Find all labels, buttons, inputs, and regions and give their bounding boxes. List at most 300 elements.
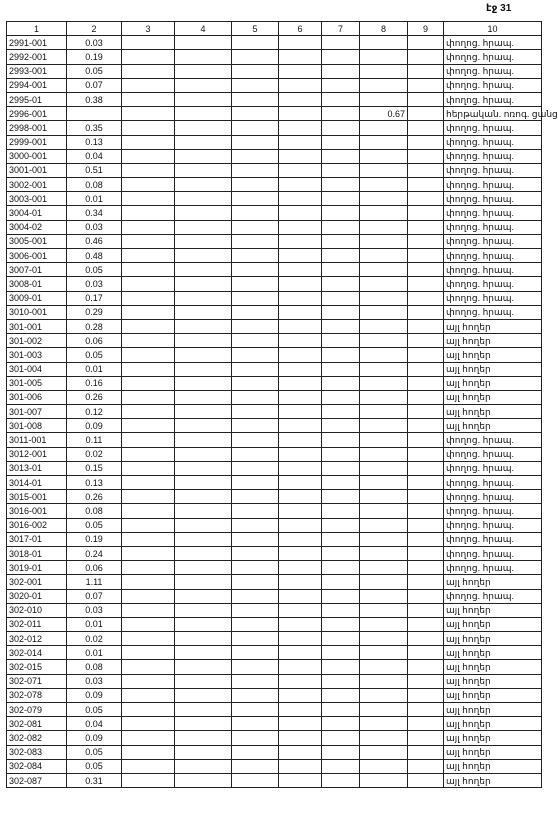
empty-cell	[408, 135, 444, 149]
table-header-row	[7, 22, 542, 36]
parcel-code-cell: 301-007	[7, 405, 67, 419]
table-row	[7, 674, 542, 688]
land-type-cell: փողոց. հրապ.	[444, 121, 542, 135]
empty-cell	[408, 504, 444, 518]
empty-cell	[232, 192, 279, 206]
parcel-code-cell: 301-001	[7, 319, 67, 333]
empty-cell	[322, 603, 360, 617]
empty-cell	[175, 773, 232, 787]
empty-cell	[175, 149, 232, 163]
empty-cell	[122, 376, 175, 390]
table-row	[7, 632, 542, 646]
column-8-cell	[360, 92, 408, 106]
parcel-code-cell: 2995-01	[7, 92, 67, 106]
parcel-code-cell: 2993-001	[7, 64, 67, 78]
empty-cell	[322, 717, 360, 731]
empty-cell	[279, 575, 322, 589]
empty-cell	[408, 334, 444, 348]
empty-cell	[175, 461, 232, 475]
empty-cell	[322, 348, 360, 362]
empty-cell	[322, 178, 360, 192]
table-row	[7, 149, 542, 163]
area-cell: 0.05	[67, 348, 122, 362]
empty-cell	[232, 149, 279, 163]
empty-cell	[232, 135, 279, 149]
empty-cell	[322, 305, 360, 319]
empty-cell	[175, 192, 232, 206]
empty-cell	[232, 362, 279, 376]
empty-cell	[279, 632, 322, 646]
table-row	[7, 575, 542, 589]
area-cell: 0.34	[67, 206, 122, 220]
empty-cell	[175, 674, 232, 688]
parcel-code-cell: 301-008	[7, 419, 67, 433]
empty-cell	[175, 617, 232, 631]
column-header-3: 3	[122, 22, 175, 36]
parcel-code-cell: 3020-01	[7, 589, 67, 603]
area-cell: 0.16	[67, 376, 122, 390]
column-header-9: 9	[408, 22, 444, 36]
empty-cell	[122, 50, 175, 64]
empty-cell	[322, 220, 360, 234]
column-8-cell	[360, 632, 408, 646]
table-row	[7, 546, 542, 560]
land-type-cell: փողոց. հրապ.	[444, 291, 542, 305]
area-cell: 0.07	[67, 589, 122, 603]
table-row	[7, 192, 542, 206]
land-type-cell: փողոց. հրապ.	[444, 277, 542, 291]
table-row	[7, 532, 542, 546]
area-cell: 0.24	[67, 546, 122, 560]
land-type-cell: այլ հողեր	[444, 348, 542, 362]
empty-cell	[322, 646, 360, 660]
column-8-cell	[360, 717, 408, 731]
empty-cell	[122, 149, 175, 163]
empty-cell	[322, 36, 360, 50]
area-cell: 0.31	[67, 773, 122, 787]
empty-cell	[232, 674, 279, 688]
empty-cell	[232, 305, 279, 319]
empty-cell	[232, 220, 279, 234]
empty-cell	[122, 64, 175, 78]
table-row	[7, 390, 542, 404]
empty-cell	[408, 263, 444, 277]
table-row	[7, 348, 542, 362]
area-cell: 0.09	[67, 419, 122, 433]
area-cell: 0.13	[67, 476, 122, 490]
empty-cell	[232, 561, 279, 575]
column-8-cell	[360, 249, 408, 263]
empty-cell	[232, 759, 279, 773]
empty-cell	[279, 121, 322, 135]
empty-cell	[408, 603, 444, 617]
empty-cell	[122, 461, 175, 475]
area-cell: 0.03	[67, 220, 122, 234]
empty-cell	[232, 603, 279, 617]
empty-cell	[232, 206, 279, 220]
empty-cell	[322, 632, 360, 646]
column-8-cell	[360, 192, 408, 206]
empty-cell	[232, 36, 279, 50]
area-cell: 0.05	[67, 745, 122, 759]
empty-cell	[122, 646, 175, 660]
table-row	[7, 461, 542, 475]
empty-cell	[175, 589, 232, 603]
parcel-code-cell: 3014-01	[7, 476, 67, 490]
empty-cell	[279, 305, 322, 319]
empty-cell	[232, 249, 279, 263]
empty-cell	[122, 674, 175, 688]
empty-cell	[408, 405, 444, 419]
empty-cell	[122, 688, 175, 702]
parcel-code-cell: 3017-01	[7, 532, 67, 546]
table-row	[7, 107, 542, 121]
empty-cell	[122, 703, 175, 717]
empty-cell	[408, 674, 444, 688]
column-header-2: 2	[67, 22, 122, 36]
area-cell: 0.02	[67, 447, 122, 461]
empty-cell	[408, 532, 444, 546]
empty-cell	[122, 305, 175, 319]
table-row	[7, 447, 542, 461]
area-cell: 0.35	[67, 121, 122, 135]
area-cell: 0.05	[67, 703, 122, 717]
empty-cell	[322, 419, 360, 433]
land-type-cell: այլ հողեր	[444, 717, 542, 731]
parcel-code-cell: 3013-01	[7, 461, 67, 475]
land-type-cell: այլ հողեր	[444, 731, 542, 745]
empty-cell	[322, 731, 360, 745]
column-8-cell	[360, 163, 408, 177]
empty-cell	[175, 107, 232, 121]
column-8-cell	[360, 78, 408, 92]
empty-cell	[408, 731, 444, 745]
empty-cell	[322, 64, 360, 78]
empty-cell	[122, 263, 175, 277]
empty-cell	[232, 461, 279, 475]
column-8-cell	[360, 334, 408, 348]
parcel-code-cell: 3019-01	[7, 561, 67, 575]
table-row	[7, 759, 542, 773]
empty-cell	[279, 234, 322, 248]
empty-cell	[279, 348, 322, 362]
parcel-code-cell: 3009-01	[7, 291, 67, 305]
column-8-cell	[360, 546, 408, 560]
parcel-code-cell: 3012-001	[7, 447, 67, 461]
area-cell: 0.01	[67, 617, 122, 631]
land-type-cell: փողոց. հրապ.	[444, 178, 542, 192]
parcel-code-cell: 3004-01	[7, 206, 67, 220]
empty-cell	[122, 476, 175, 490]
area-cell: 0.02	[67, 632, 122, 646]
empty-cell	[408, 121, 444, 135]
empty-cell	[408, 632, 444, 646]
column-8-cell	[360, 376, 408, 390]
empty-cell	[175, 546, 232, 560]
empty-cell	[279, 688, 322, 702]
table-row	[7, 745, 542, 759]
empty-cell	[175, 36, 232, 50]
table-row	[7, 419, 542, 433]
parcel-code-cell: 2994-001	[7, 78, 67, 92]
land-type-cell: փողոց. հրապ.	[444, 447, 542, 461]
empty-cell	[322, 703, 360, 717]
area-cell: 0.29	[67, 305, 122, 319]
empty-cell	[279, 92, 322, 106]
table-row	[7, 603, 542, 617]
area-cell: 0.04	[67, 149, 122, 163]
empty-cell	[232, 291, 279, 305]
column-8-cell	[360, 518, 408, 532]
area-cell: 0.08	[67, 178, 122, 192]
column-8-cell	[360, 433, 408, 447]
empty-cell	[279, 135, 322, 149]
column-header-8: 8	[360, 22, 408, 36]
empty-cell	[175, 575, 232, 589]
column-header-1: 1	[7, 22, 67, 36]
empty-cell	[122, 632, 175, 646]
empty-cell	[322, 476, 360, 490]
parcel-code-cell: 2992-001	[7, 50, 67, 64]
page-number: էջ 31	[486, 3, 512, 14]
table-row	[7, 163, 542, 177]
empty-cell	[322, 518, 360, 532]
empty-cell	[175, 249, 232, 263]
empty-cell	[322, 461, 360, 475]
empty-cell	[122, 759, 175, 773]
land-type-cell: այլ հողեր	[444, 745, 542, 759]
empty-cell	[408, 773, 444, 787]
parcel-code-cell: 3002-001	[7, 178, 67, 192]
empty-cell	[175, 135, 232, 149]
area-cell: 0.05	[67, 518, 122, 532]
empty-cell	[175, 532, 232, 546]
empty-cell	[408, 476, 444, 490]
empty-cell	[122, 589, 175, 603]
column-8-cell	[360, 419, 408, 433]
area-cell: 0.01	[67, 646, 122, 660]
land-type-cell: այլ հողեր	[444, 674, 542, 688]
empty-cell	[175, 50, 232, 64]
parcel-code-cell: 3018-01	[7, 546, 67, 560]
empty-cell	[175, 518, 232, 532]
empty-cell	[408, 92, 444, 106]
land-type-cell: այլ հողեր	[444, 390, 542, 404]
column-8-cell	[360, 305, 408, 319]
empty-cell	[122, 773, 175, 787]
column-8-cell	[360, 703, 408, 717]
empty-cell	[408, 660, 444, 674]
empty-cell	[175, 646, 232, 660]
empty-cell	[175, 234, 232, 248]
land-type-cell: այլ հողեր	[444, 405, 542, 419]
empty-cell	[175, 277, 232, 291]
empty-cell	[232, 504, 279, 518]
empty-cell	[122, 178, 175, 192]
empty-cell	[122, 745, 175, 759]
empty-cell	[322, 745, 360, 759]
empty-cell	[408, 305, 444, 319]
parcel-code-cell: 3011-001	[7, 433, 67, 447]
empty-cell	[279, 362, 322, 376]
empty-cell	[122, 660, 175, 674]
empty-cell	[408, 220, 444, 234]
empty-cell	[279, 561, 322, 575]
area-cell: 0.03	[67, 674, 122, 688]
parcel-code-cell: 302-083	[7, 745, 67, 759]
empty-cell	[408, 348, 444, 362]
empty-cell	[408, 419, 444, 433]
empty-cell	[322, 688, 360, 702]
parcel-code-cell: 3016-001	[7, 504, 67, 518]
column-8-cell	[360, 476, 408, 490]
area-cell: 0.05	[67, 64, 122, 78]
table-row	[7, 405, 542, 419]
empty-cell	[122, 206, 175, 220]
table-row	[7, 433, 542, 447]
area-cell: 0.46	[67, 234, 122, 248]
empty-cell	[232, 277, 279, 291]
area-cell: 0.06	[67, 561, 122, 575]
table-row	[7, 78, 542, 92]
land-type-cell: այլ հողեր	[444, 419, 542, 433]
empty-cell	[232, 617, 279, 631]
column-8-cell	[360, 405, 408, 419]
column-8-cell	[360, 291, 408, 305]
empty-cell	[232, 50, 279, 64]
empty-cell	[408, 107, 444, 121]
parcel-code-cell: 302-078	[7, 688, 67, 702]
empty-cell	[232, 589, 279, 603]
area-cell: 0.13	[67, 135, 122, 149]
empty-cell	[122, 291, 175, 305]
empty-cell	[232, 107, 279, 121]
area-cell: 0.51	[67, 163, 122, 177]
parcel-code-cell: 302-087	[7, 773, 67, 787]
empty-cell	[232, 688, 279, 702]
empty-cell	[232, 78, 279, 92]
table-row	[7, 263, 542, 277]
table-row	[7, 178, 542, 192]
empty-cell	[279, 107, 322, 121]
empty-cell	[232, 646, 279, 660]
land-type-cell: փողոց. հրապ.	[444, 305, 542, 319]
empty-cell	[232, 632, 279, 646]
empty-cell	[408, 277, 444, 291]
area-cell: 0.26	[67, 490, 122, 504]
empty-cell	[232, 390, 279, 404]
table-row	[7, 688, 542, 702]
land-type-cell: փողոց. հրապ.	[444, 64, 542, 78]
empty-cell	[175, 121, 232, 135]
empty-cell	[408, 390, 444, 404]
empty-cell	[408, 617, 444, 631]
empty-cell	[279, 36, 322, 50]
empty-cell	[175, 362, 232, 376]
empty-cell	[322, 92, 360, 106]
empty-cell	[279, 376, 322, 390]
column-header-7: 7	[322, 22, 360, 36]
column-header-10: 10	[444, 22, 542, 36]
table-row	[7, 617, 542, 631]
empty-cell	[122, 518, 175, 532]
empty-cell	[122, 731, 175, 745]
parcel-code-cell: 2991-001	[7, 36, 67, 50]
empty-cell	[322, 589, 360, 603]
table-row	[7, 589, 542, 603]
empty-cell	[408, 447, 444, 461]
empty-cell	[322, 135, 360, 149]
area-cell: 0.11	[67, 433, 122, 447]
empty-cell	[279, 773, 322, 787]
land-type-cell: փողոց. հրապ.	[444, 220, 542, 234]
empty-cell	[279, 50, 322, 64]
empty-cell	[322, 121, 360, 135]
empty-cell	[175, 263, 232, 277]
land-type-cell: փողոց. հրապ.	[444, 234, 542, 248]
area-cell: 0.17	[67, 291, 122, 305]
empty-cell	[175, 504, 232, 518]
empty-cell	[232, 575, 279, 589]
empty-cell	[232, 717, 279, 731]
empty-cell	[279, 490, 322, 504]
table-row	[7, 504, 542, 518]
table-row	[7, 717, 542, 731]
column-8-cell	[360, 773, 408, 787]
empty-cell	[279, 433, 322, 447]
land-type-cell: փողոց. հրապ.	[444, 518, 542, 532]
empty-cell	[232, 121, 279, 135]
empty-cell	[175, 405, 232, 419]
empty-cell	[408, 319, 444, 333]
empty-cell	[279, 518, 322, 532]
land-type-cell: փողոց. հրապ.	[444, 206, 542, 220]
empty-cell	[122, 192, 175, 206]
empty-cell	[279, 249, 322, 263]
table-row	[7, 121, 542, 135]
empty-cell	[279, 461, 322, 475]
empty-cell	[232, 178, 279, 192]
empty-cell	[279, 447, 322, 461]
table-row	[7, 362, 542, 376]
empty-cell	[232, 745, 279, 759]
land-type-cell: այլ հողեր	[444, 319, 542, 333]
empty-cell	[408, 433, 444, 447]
area-cell: 0.05	[67, 263, 122, 277]
empty-cell	[175, 334, 232, 348]
area-cell: 0.19	[67, 50, 122, 64]
empty-cell	[279, 149, 322, 163]
column-8-cell	[360, 447, 408, 461]
empty-cell	[322, 617, 360, 631]
empty-cell	[322, 149, 360, 163]
empty-cell	[279, 178, 322, 192]
empty-cell	[279, 419, 322, 433]
empty-cell	[232, 234, 279, 248]
empty-cell	[408, 64, 444, 78]
empty-cell	[322, 561, 360, 575]
area-cell	[67, 107, 122, 121]
empty-cell	[279, 703, 322, 717]
area-cell: 0.12	[67, 405, 122, 419]
empty-cell	[232, 64, 279, 78]
table-row	[7, 206, 542, 220]
empty-cell	[322, 319, 360, 333]
empty-cell	[408, 703, 444, 717]
column-8-cell	[360, 660, 408, 674]
land-type-cell: հերթական. ոռոգ. ցանց	[444, 107, 542, 121]
empty-cell	[175, 759, 232, 773]
